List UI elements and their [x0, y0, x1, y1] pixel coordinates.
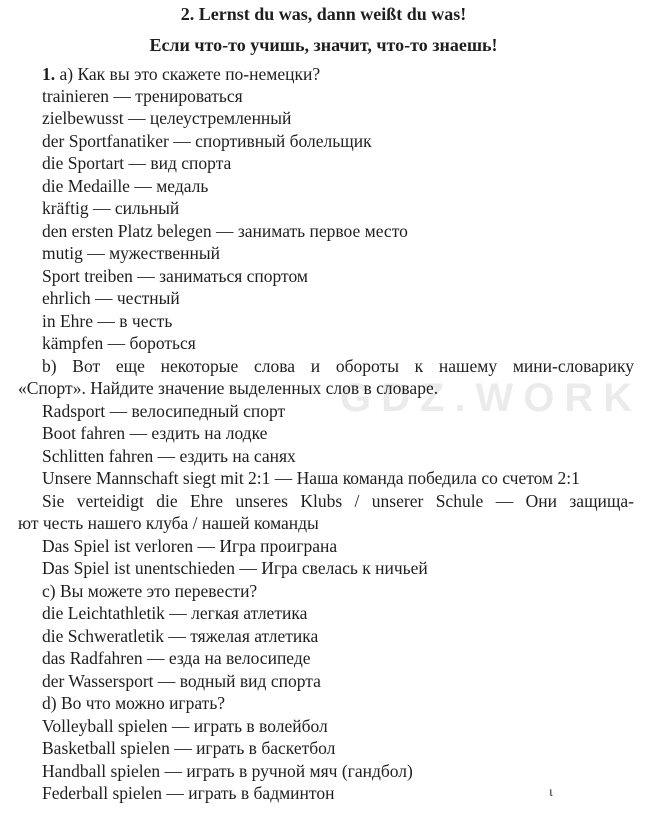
vocab-line: der Wassersport — водный вид спорта — [42, 671, 321, 691]
vocab-line: Das Spiel ist unentschieden — Игра свелась к ничьей — [42, 558, 428, 578]
vocab-line: Volleyball spielen — играть в волейбол — [42, 716, 328, 736]
vocab-line: Das Spiel ist verloren — Игра проиграна — [42, 536, 338, 556]
vocab-line: ют честь нашего клуба / нашей команды — [18, 513, 319, 533]
vocab-line: Federball spielen — играть в бадминтон — [42, 783, 335, 803]
vocab-line: ehrlich — честный — [42, 288, 180, 308]
vocab-line: Handball spielen — играть в ручной мяч (гандбол) — [42, 761, 413, 781]
vocab-line: in Ehre — в честь — [42, 311, 173, 331]
vocab-line: die Sportart — вид спорта — [42, 153, 232, 173]
heading-russian: Если что-то учишь, значит, что-то знаешь! — [149, 35, 498, 55]
vocab-line: die Leichtathletik — легкая атлетика — [42, 603, 308, 623]
section-d-prompt: d) Во что можно играть? — [42, 693, 226, 713]
vocab-line: mutig — мужественный — [42, 243, 220, 263]
section-a-prompt: 1. а) Как вы это скажете по-немецки? — [42, 64, 321, 84]
vocab-line: kräftig — сильный — [42, 198, 180, 218]
section-a-prompt-text: а) Как вы это скажете по-немецки? — [59, 64, 321, 84]
watermark: GDZ.WORK — [340, 376, 643, 420]
vocab-line: der Sportfanatiker — спортивный болельщик — [42, 131, 372, 151]
vocab-line: Radsport — велосипедный спорт — [42, 401, 286, 421]
vocab-line: kämpfen — бороться — [42, 333, 196, 353]
section-c-prompt: c) Вы можете это перевести? — [42, 581, 258, 601]
vocab-line: den ersten Platz belegen — занимать первое место — [42, 221, 408, 241]
heading-german: 2. Lernst du was, dann weißt du was! — [180, 4, 467, 24]
vocab-line: Unsere Mannschaft siegt mit 2:1 — Наша команда победила со счетом 2:1 — [42, 468, 580, 488]
section-b-prompt-line1: b) Вот еще некоторые слова и обороты к нашему мини-словарику — [42, 356, 634, 376]
vocab-line: trainieren — тренироваться — [42, 86, 243, 106]
vocab-line: das Radfahren — езда на велосипеде — [42, 648, 311, 668]
section-b-prompt-line2: «Спорт». Найдите значение выделенных слов в словаре. — [18, 378, 439, 398]
vocab-line: die Medaille — медаль — [42, 176, 209, 196]
stray-mark: ι — [549, 785, 553, 800]
vocab-line: Basketball spielen — играть в баскетбол — [42, 738, 336, 758]
vocab-line: zielbewusst — целеустремленный — [42, 108, 292, 128]
vocab-line: Boot fahren — ездить на лодке — [42, 423, 268, 443]
vocab-line: Schlitten fahren — ездить на санях — [42, 446, 296, 466]
vocab-line: Sport treiben — заниматься спортом — [42, 266, 308, 286]
vocab-line: die Schweratletik — тяжелая атлетика — [42, 626, 319, 646]
vocab-line: Sie verteidigt die Ehre unseres Klubs / unserer Schule — Они защища- — [42, 491, 634, 511]
